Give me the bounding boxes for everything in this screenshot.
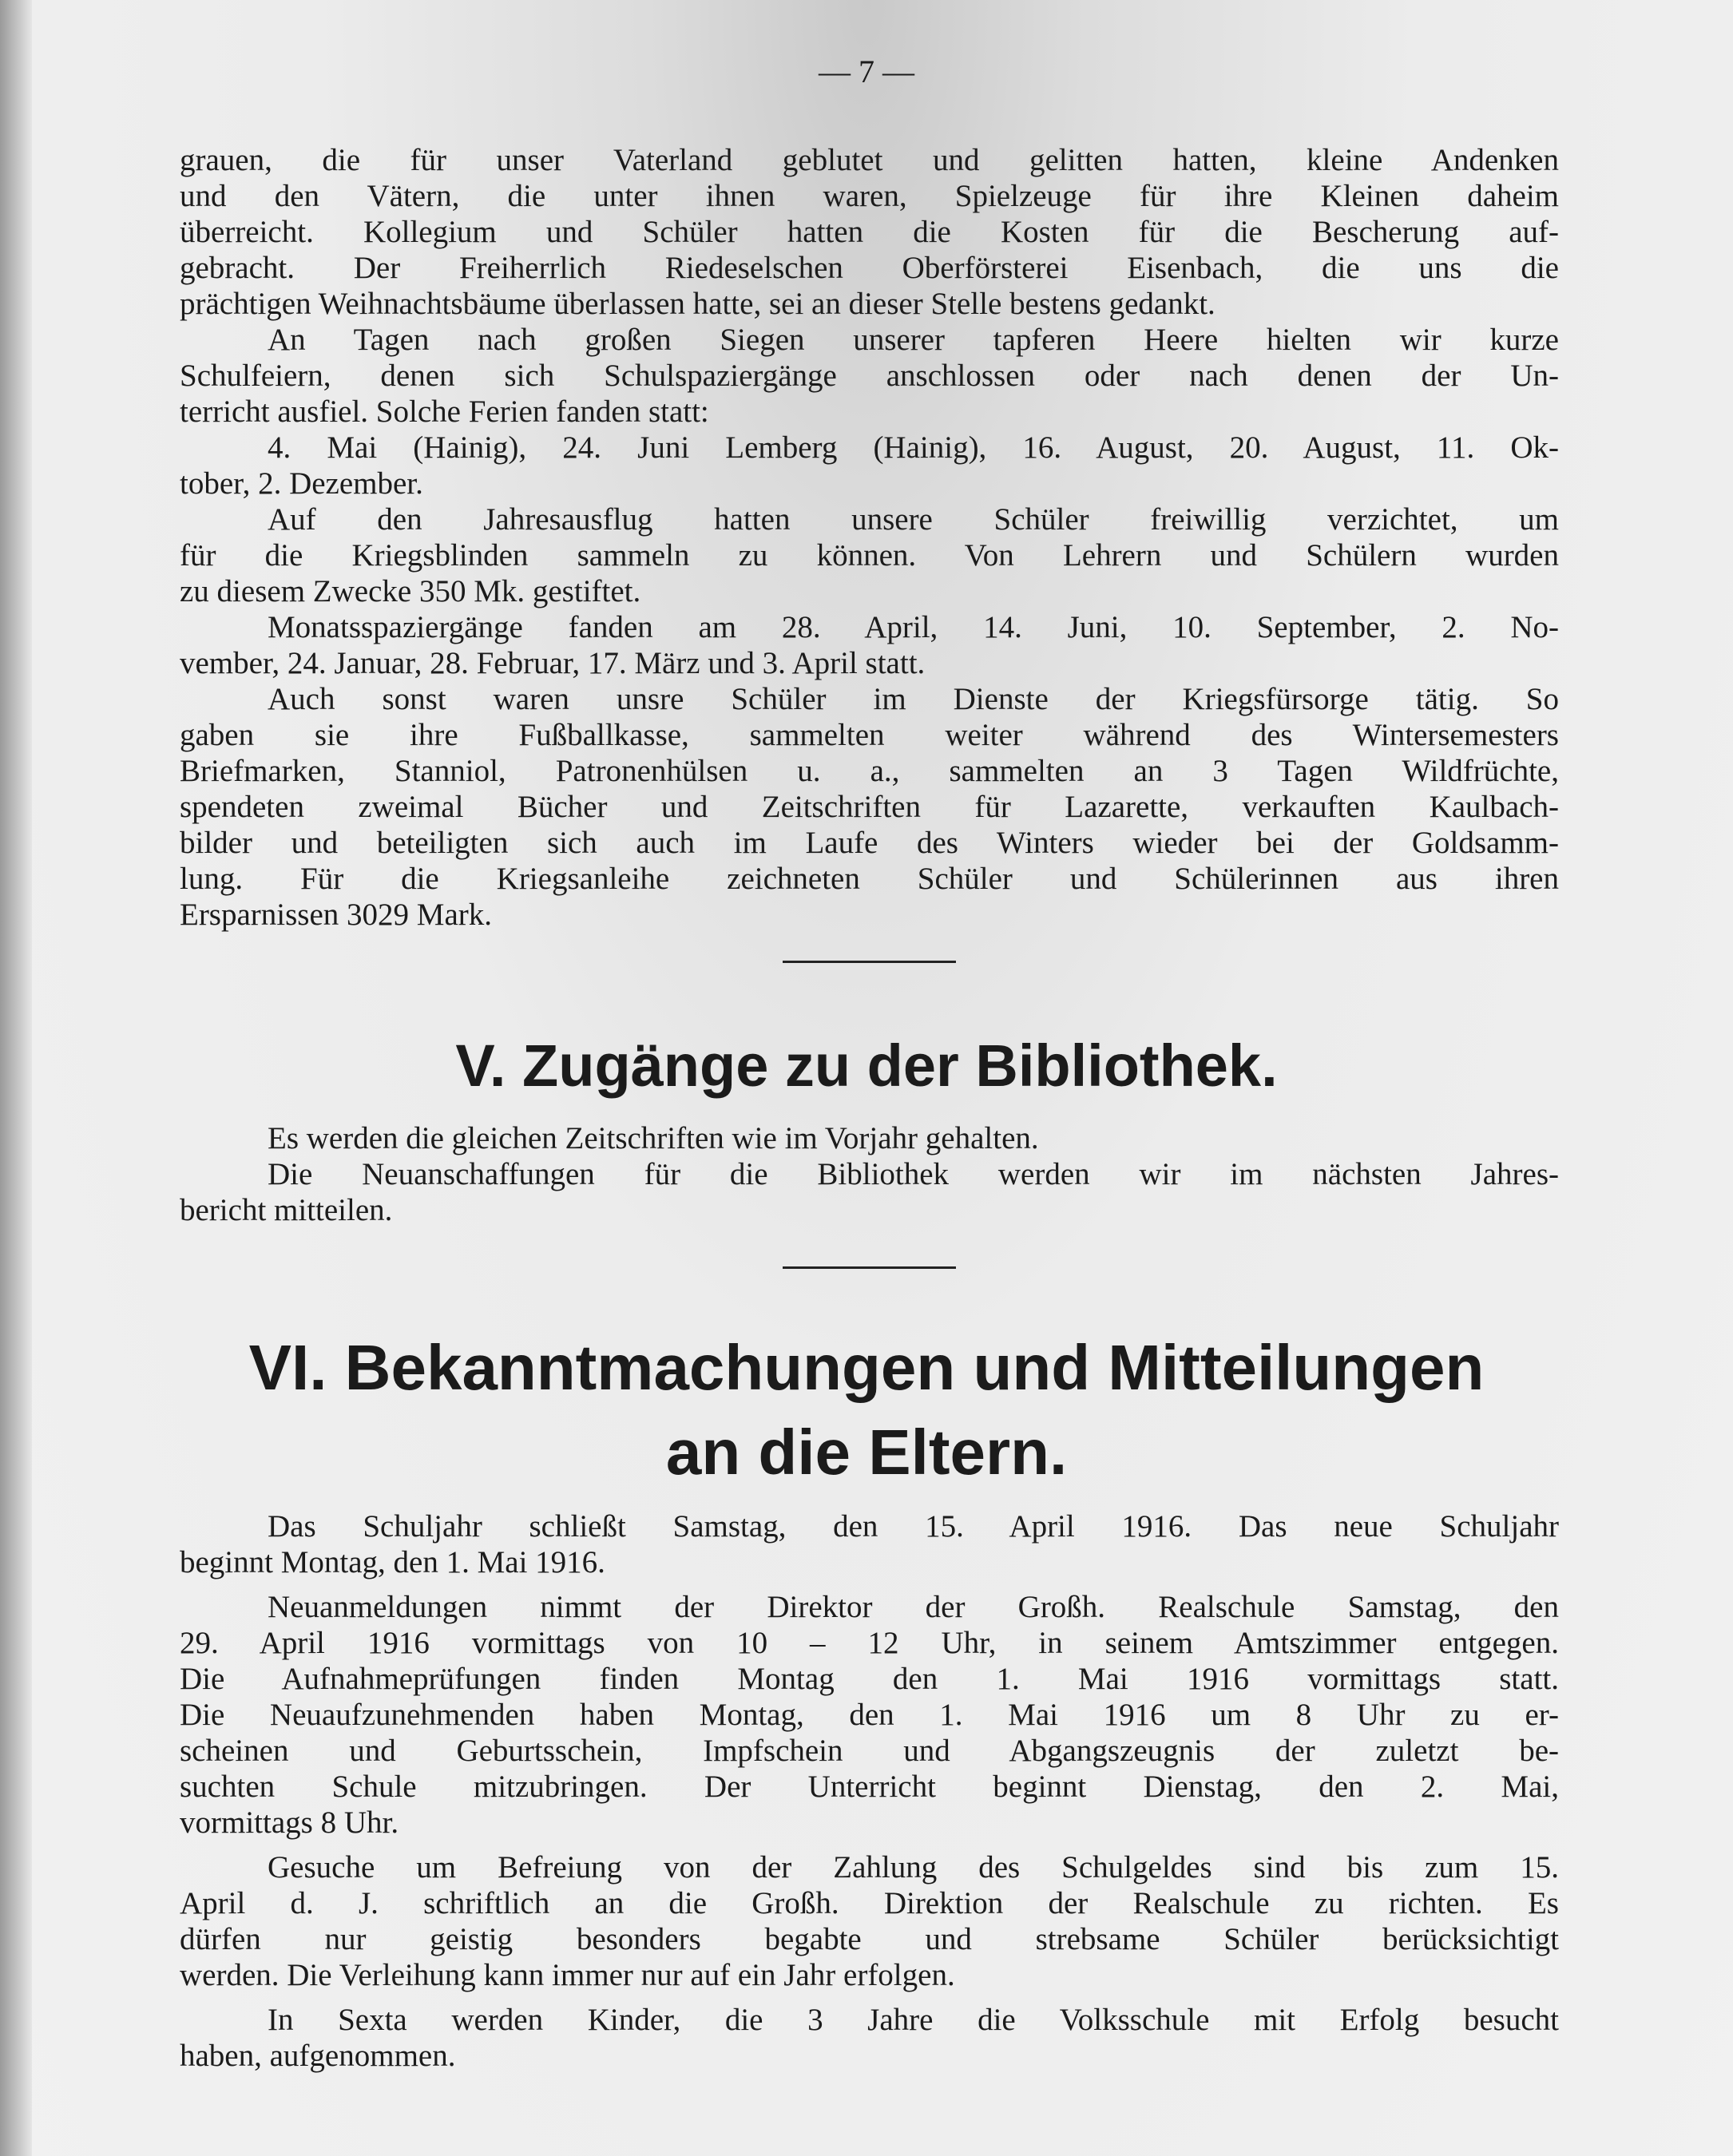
text-line: In Sexta werden Kinder, die 3 Jahre die Volksschule mit Erfolg besucht (268, 2003, 1559, 2037)
text-line: Auch sonst waren unsre Schüler im Dienste der Kriegsfürsorge tätig. So (268, 682, 1559, 716)
text-line: zu diesem Zwecke 350 Mk. gestiftet. (180, 574, 641, 608)
text-line: vormittags 8 Uhr. (180, 1805, 399, 1840)
paragraph (180, 322, 1559, 430)
section-divider (783, 961, 956, 963)
text-line: grauen, die für unser Vaterland geblutet und gelitten hatten, kleine Andenken (180, 143, 1559, 177)
text-line: Gesuche um Befreiung von der Zahlung des Schulgeldes sind bis zum 15. (268, 1850, 1559, 1885)
text-line: überreicht. Kollegium und Schüler hatten die Kosten für die Bescherung auf- (180, 215, 1559, 249)
text-line: Neuanmeldungen nimmt der Direktor der Großh. Realschule Samstag, den (268, 1590, 1559, 1624)
text-line: werden. Die Verleihung kann immer nur auf ein Jahr erfolgen. (180, 1958, 955, 1992)
paragraph (180, 609, 1559, 681)
section-v-text (180, 1120, 1559, 1228)
text-line: Es werden die gleichen Zeitschriften wie im Vorjahr gehalten. (268, 1121, 1039, 1155)
paragraph (180, 1849, 1559, 1993)
section-vi-heading-line1: VI. Bekanntmachungen und Mitteilungen (248, 1332, 1485, 1403)
text-line: bericht mitteilen. (180, 1193, 393, 1227)
text-line: Ersparnissen 3029 Mark. (180, 898, 493, 932)
text-line: tober, 2. Dezember. (180, 466, 423, 501)
section-divider (783, 1266, 956, 1269)
text-line: suchten Schule mitzubringen. Der Unterricht beginnt Dienstag, den 2. Mai, (180, 1770, 1559, 1804)
text-line: Die Neuanschaffungen für die Bibliothek werden wir im nächsten Jahres- (268, 1157, 1559, 1191)
text-line: Briefmarken, Stanniol, Patronenhülsen u. a., sammelten an 3 Tagen Wildfrüchte, (180, 754, 1559, 788)
text-line: April d. J. schriftlich an die Großh. Direktion der Realschule zu richten. Es (180, 1886, 1559, 1920)
text-line: haben, aufgenommen. (180, 2039, 456, 2073)
text-line: Das Schuljahr schließt Samstag, den 15. April 1916. Das neue Schuljahr (268, 1509, 1559, 1544)
paragraph (180, 1120, 1559, 1156)
text-line: terricht ausfiel. Solche Ferien fanden statt: (180, 394, 709, 429)
section-vi-heading-line2: an die Eltern. (665, 1417, 1068, 1488)
text-line: vember, 24. Januar, 28. Februar, 17. März und 3. April statt. (180, 646, 926, 680)
text-line: bilder und beteiligten sich auch im Laufe des Winters wieder bei der Goldsamm- (180, 826, 1559, 860)
text-line: Auf den Jahresausflug hatten unsere Schüler freiwillig verzichtet, um (268, 502, 1559, 537)
text-line: 4. Mai (Hainig), 24. Juni Lemberg (Hainig), 16. August, 20. August, 11. Ok- (268, 430, 1559, 465)
text-line: dürfen nur geistig besonders begabte und strebsame Schüler berücksichtigt (180, 1922, 1559, 1956)
paragraph (180, 142, 1559, 322)
text-line: scheinen und Geburtsschein, Impfschein und Abgangszeugnis der zuletzt be- (180, 1734, 1559, 1768)
paragraph (180, 681, 1559, 933)
section-iv-text (180, 142, 1559, 933)
paragraph (180, 430, 1559, 501)
text-line: spendeten zweimal Bücher und Zeitschriften für Lazarette, verkauften Kaulbach- (180, 790, 1559, 824)
paragraph (180, 501, 1559, 609)
section-vi-text (180, 1508, 1559, 2074)
text-line: 29. April 1916 vormittags von 10 – 12 Uhr, in seinem Amtszimmer entgegen. (180, 1626, 1559, 1660)
text-line: Monatsspaziergänge fanden am 28. April, 14. Juni, 10. September, 2. No- (268, 610, 1559, 644)
paragraph (180, 1156, 1559, 1228)
text-line: Schulfeiern, denen sich Schulspaziergänge anschlossen oder nach denen der Un- (180, 359, 1559, 393)
text-line: prächtigen Weihnachtsbäume überlassen hatte, sei an dieser Stelle bestens gedankt. (180, 287, 1215, 321)
page-number: — 7 — (819, 54, 914, 89)
section-vi-heading (0, 1326, 1733, 1495)
paragraph (180, 1589, 1559, 1841)
section-v-heading: V. Zugänge zu der Bibliothek. (455, 1032, 1278, 1099)
text-line: Die Neuaufzunehmenden haben Montag, den 1. Mai 1916 um 8 Uhr zu er- (180, 1698, 1559, 1732)
text-line: für die Kriegsblinden sammeln zu können. Von Lehrern und Schülern wurden (180, 538, 1559, 573)
text-line: lung. Für die Kriegsanleihe zeichneten Schüler und Schülerinnen aus ihren (180, 862, 1559, 896)
text-line: und den Vätern, die unter ihnen waren, Spielzeuge für ihre Kleinen daheim (180, 179, 1559, 213)
paragraph (180, 1508, 1559, 1580)
text-line: gebracht. Der Freiherrlich Riedeselschen Oberförsterei Eisenbach, die uns die (180, 251, 1559, 285)
text-line: gaben sie ihre Fußballkasse, sammelten weiter während des Wintersemesters (180, 718, 1559, 752)
text-line: beginnt Montag, den 1. Mai 1916. (180, 1545, 605, 1579)
text-line: An Tagen nach großen Siegen unserer tapferen Heere hielten wir kurze (268, 323, 1559, 357)
text-line: Die Aufnahmeprüfungen finden Montag den 1. Mai 1916 vormittags statt. (180, 1662, 1559, 1696)
paragraph (180, 2002, 1559, 2074)
